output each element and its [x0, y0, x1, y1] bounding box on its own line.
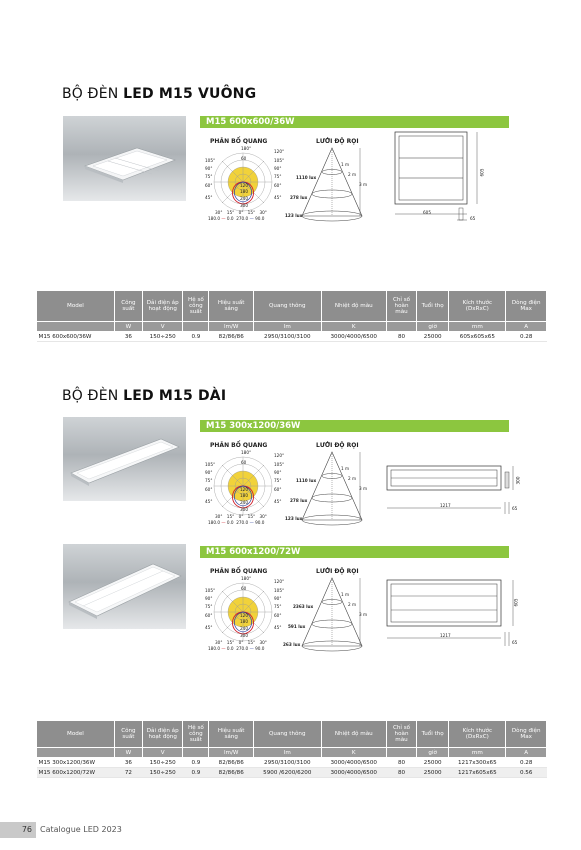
polar-bottom-angles: 30° 15° 0° 15° 30° [215, 210, 267, 215]
product-name-bar: M15 600x600/36W [200, 116, 509, 128]
product-photo-long-600 [63, 544, 186, 629]
footer-text: Catalogue LED 2023 [40, 825, 122, 834]
distribution-label: PHÂN BỐ QUANG [210, 442, 268, 449]
distribution-label: PHÂN BỐ QUANG [210, 568, 268, 575]
polar-legend: 180.0 — 0.0 270.0 — 90.0 [208, 216, 265, 221]
polar-legend: 180.0 — 0.0 270.0 — 90.0 [208, 646, 265, 651]
section-title-long: BỘ ĐÈN LED M15 DÀI [62, 388, 227, 404]
section-title-square: BỘ ĐÈN LED M15 VUÔNG [62, 86, 257, 102]
polar-bottom-angles: 30° 15° 0° 15° 30° [215, 640, 267, 645]
distribution-label: PHÂN BỐ QUANG [210, 138, 268, 145]
grid-label: LƯỚI ĐỘ RỌI [316, 442, 359, 449]
dimension-drawing [383, 462, 523, 522]
table-row: M15 600x1200/72W 72 150÷250 0.9 82/86/86 5900 /6200/6200 3000/4000/6500 80 25000 1217x605x65 0.56 [37, 768, 547, 778]
product-name-bar: M15 600x1200/72W [200, 546, 509, 558]
polar-legend: 180.0 — 0.0 270.0 — 90.0 [208, 520, 265, 525]
table-row: M15 600x600/36W 36 150÷250 0.9 82/86/86 2950/3100/3100 3000/4000/6500 80 25000 605x605x65 0.28 [37, 332, 547, 342]
grid-label: LƯỚI ĐỘ RỌI [316, 568, 359, 575]
page-number: 76 [0, 822, 36, 838]
spec-table-square: Model Công suất Dải điện áp hoạt động Hệ số công suất Hiệu suất sáng Quang thông Nhiệt độ màu Chỉ số hoàn màu Tuổi thọ Kích thước (DxRxC) Dòng điện Max W V lm/W lm K giờ mm A M15 600x600/36W 36 150÷250 0.9 82/86/86 2950/3100/3100 3000/4000/6500 80 25000 605x605x65 0.28 [36, 290, 547, 342]
product-photo-long-300 [63, 417, 186, 501]
table-row: M15 300x1200/36W 36 150÷250 0.9 82/86/86 2950/3100/3100 3000/4000/6500 80 25000 1217x300x65 0.28 [37, 758, 547, 768]
dimension-drawing [385, 128, 505, 228]
spec-table-long: Model Công suất Dải điện áp hoạt động Hệ số công suất Hiệu suất sáng Quang thông Nhiệt độ màu Chỉ số hoàn màu Tuổi thọ Kích thước (DxRxC) Dòng điện Max W V lm/W lm K giờ mm A M15 300x1200/36W 36 150÷250 0.9 82/86/86 2950/3100/3100 3000/4000/6500 80 25000 1217x300x65 0.28 M15 600x1200/72W 72 150÷250 0.9 82/86/86 5900 /6200/6200 3000/4000/6500 80 25000 1217x605x65 0.56 [36, 720, 547, 778]
grid-label: LƯỚI ĐỘ RỌI [316, 138, 359, 145]
polar-bottom-angles: 30° 15° 0° 15° 30° [215, 514, 267, 519]
product-name-bar: M15 300x1200/36W [200, 420, 509, 432]
dimension-drawing [383, 576, 523, 652]
product-photo-square [63, 116, 186, 201]
